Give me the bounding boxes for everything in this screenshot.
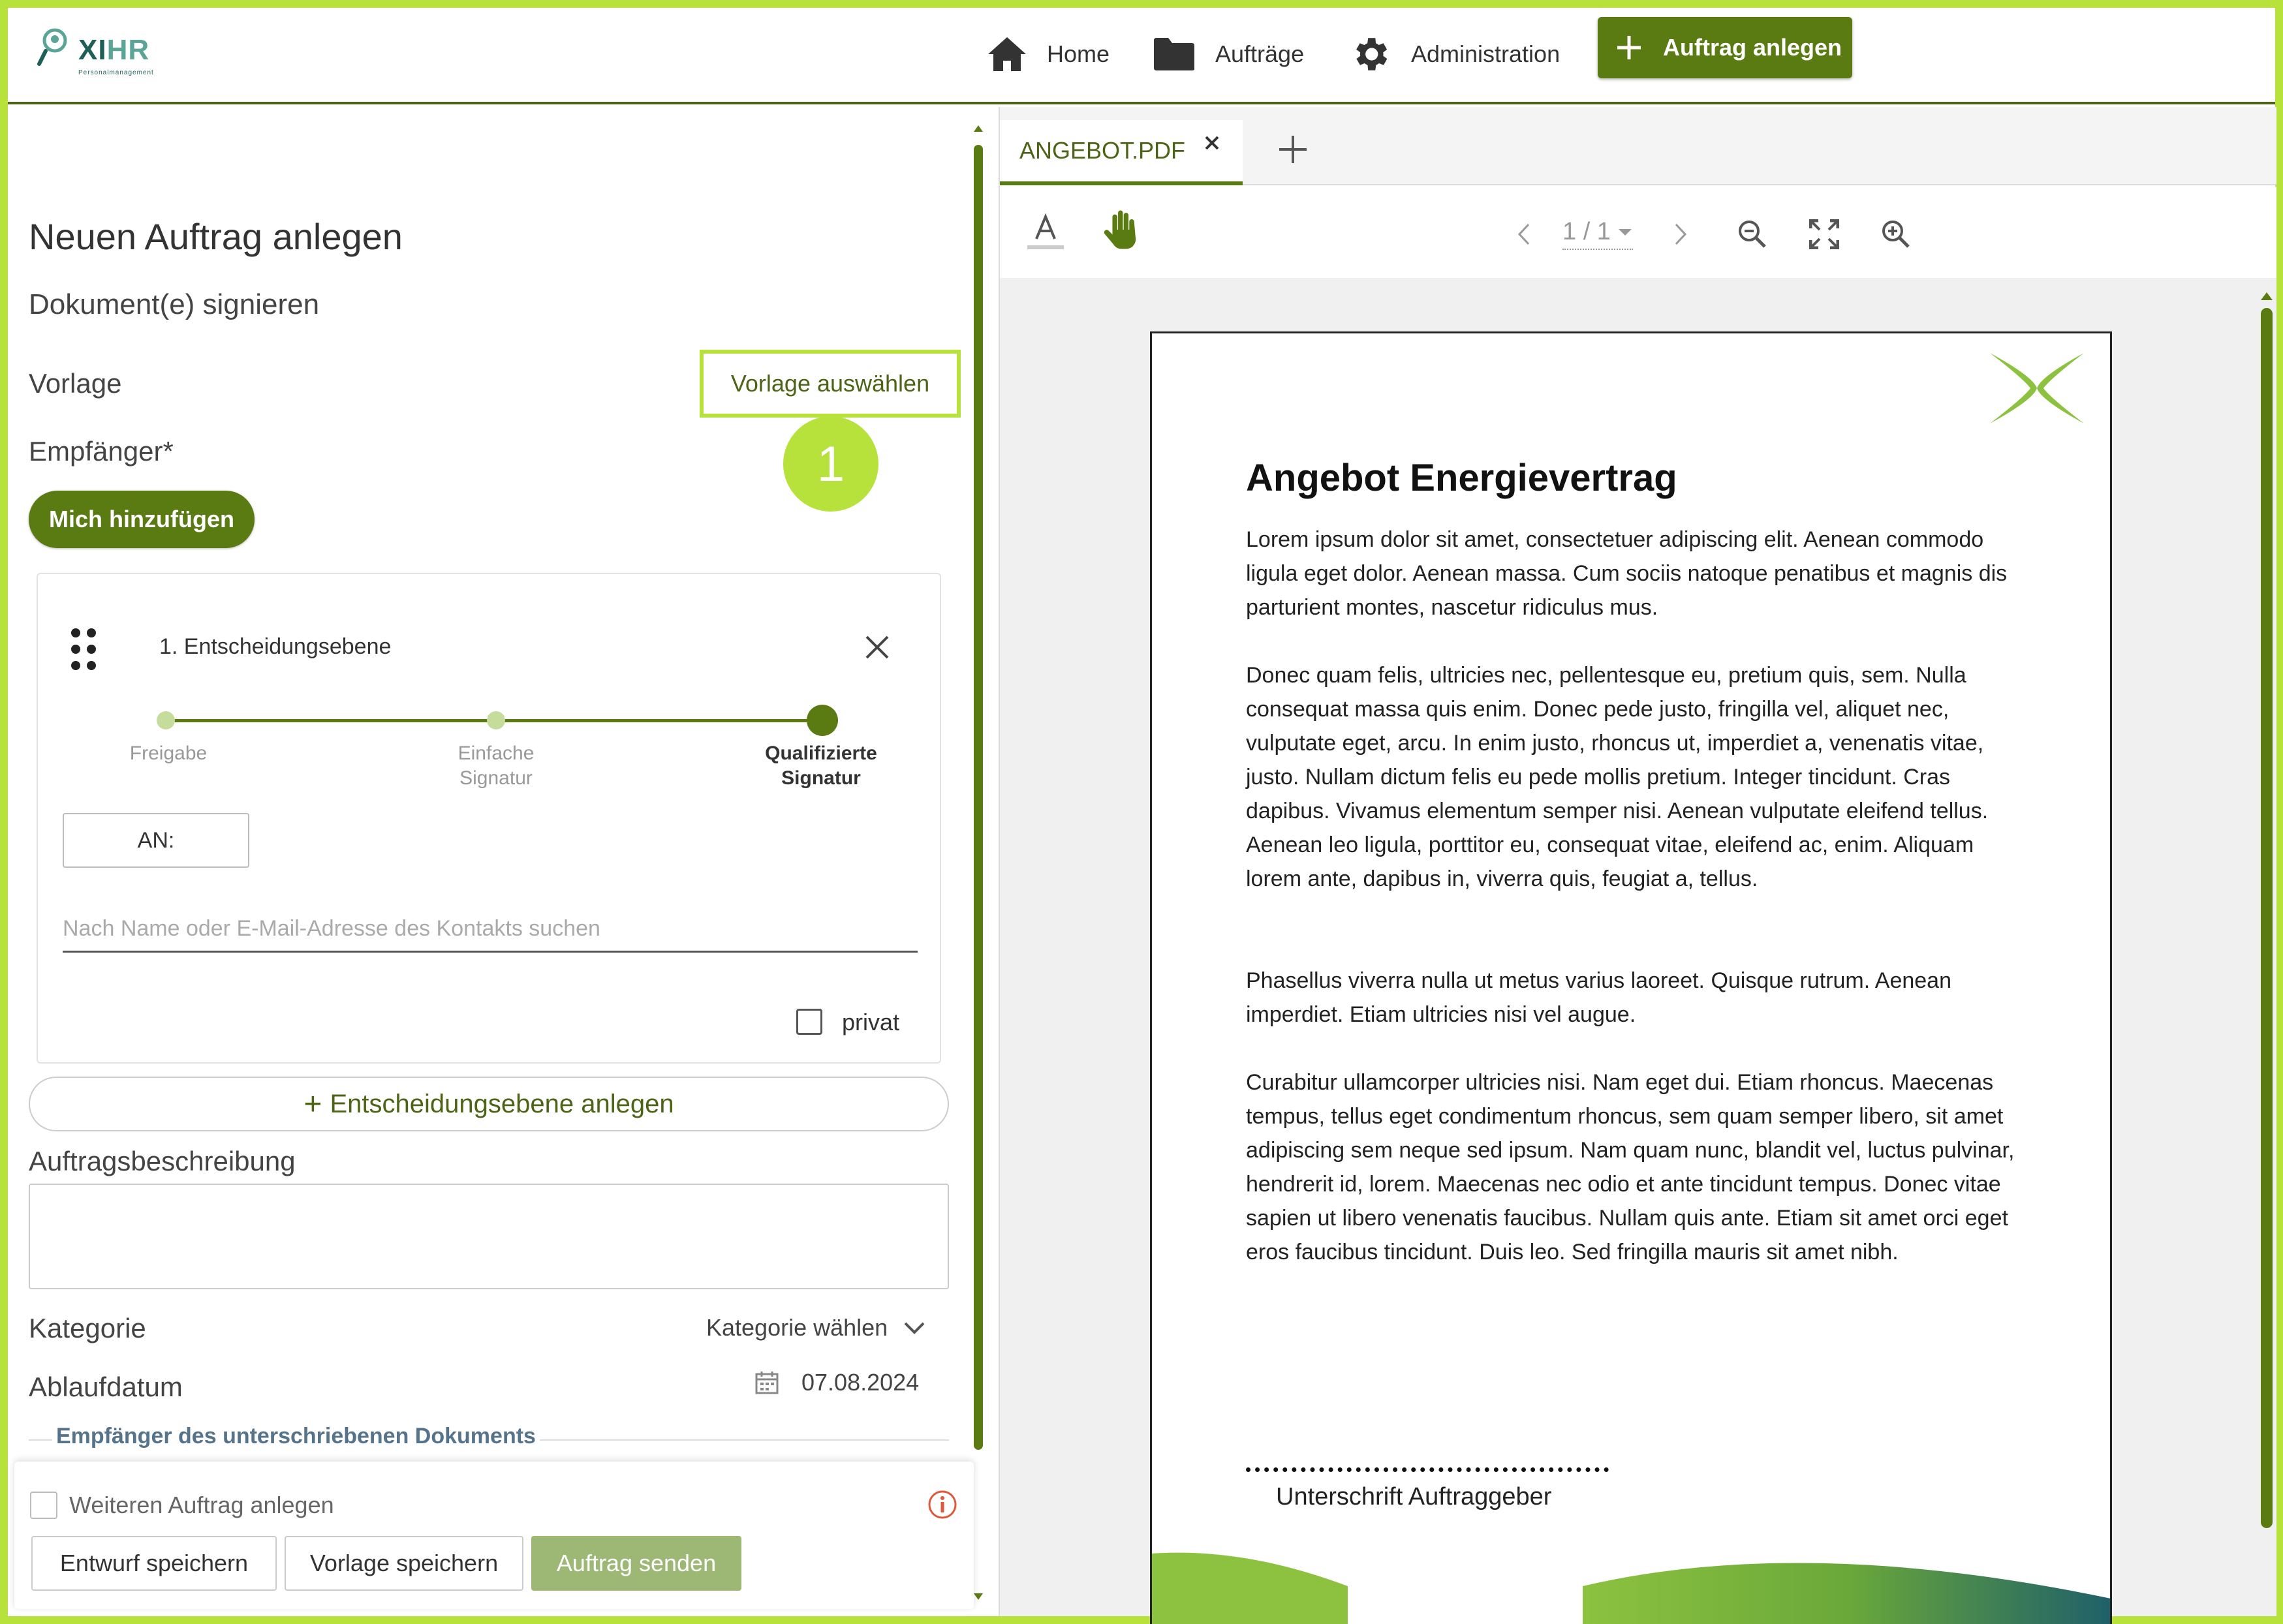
tab-angebot-pdf-label: ANGEBOT.PDF xyxy=(1019,137,1186,164)
zoom-out-icon[interactable] xyxy=(1737,219,1767,249)
page-selector[interactable] xyxy=(1562,218,1633,250)
pdf-canvas-area[interactable] xyxy=(1000,278,2276,1616)
section-title: Dokument(e) signieren xyxy=(29,288,320,320)
chevron-down-icon xyxy=(1617,228,1633,237)
home-icon xyxy=(987,36,1027,72)
form-footer xyxy=(14,1462,974,1609)
nav-orders[interactable] xyxy=(1153,25,1304,84)
pdf-scrollbar[interactable] xyxy=(2261,308,2273,1528)
document-tab-bar xyxy=(1000,107,2276,185)
app-logo[interactable] xyxy=(37,26,167,85)
slider-label-qualifizierte: Qualifizierte Signatur xyxy=(765,743,877,789)
add-tab-icon[interactable] xyxy=(1277,133,1309,166)
add-me-button[interactable]: Mich hinzufügen xyxy=(29,491,255,548)
close-icon[interactable] xyxy=(1202,133,1222,153)
nav-orders-label: Aufträge xyxy=(1215,40,1305,67)
fullscreen-icon[interactable] xyxy=(1809,219,1839,249)
text-select-icon[interactable] xyxy=(1027,213,1064,252)
save-template-button[interactable]: Vorlage speichern xyxy=(285,1536,523,1591)
description-textarea[interactable] xyxy=(29,1184,949,1289)
nav-administration-label: Administration xyxy=(1411,40,1561,67)
gear-icon xyxy=(1348,33,1391,76)
drag-handle-icon[interactable] xyxy=(69,626,98,672)
category-select[interactable] xyxy=(706,1314,925,1341)
document-paragraph: Curabitur ullamcorper ultricies nisi. Nam eget dui. Etiam rhoncus. Maecenas tempus, tellus eget condimentum rhoncus, sem quam semper libero, sit amet adipiscing sem neque sed ipsum. Nam quam nunc, blandit vel, luctus pulvinar, hendrerit id, lorem. Maecenas nec odio et ante tincidunt tempus. Donec vitae sapien ut libero venenatis faucibus. Nullam quis ante. Etiam sit amet orci eget eros faucibus tincidunt. Duis leo. Sed fringilla mauris sit amet nibh. xyxy=(1246,1070,2015,1264)
create-order-label: Auftrag anlegen xyxy=(1663,34,1842,61)
page-indicator: 1 / 1 xyxy=(1562,218,1611,245)
calendar-icon xyxy=(754,1370,779,1395)
signed-recipients-legend: Empfänger des unterschriebenen Dokuments xyxy=(52,1424,540,1449)
logo-person-icon xyxy=(37,26,76,69)
close-icon[interactable] xyxy=(864,634,890,660)
logo-wordmark: XIHR xyxy=(78,34,150,66)
create-order-button[interactable] xyxy=(1598,17,1852,78)
hand-tool-icon[interactable] xyxy=(1102,209,1141,251)
category-label: Kategorie xyxy=(29,1313,146,1343)
expiry-label: Ablaufdatum xyxy=(29,1371,183,1402)
signature-line xyxy=(1246,1467,1609,1472)
slider-step-qualifizierte[interactable] xyxy=(807,705,838,736)
plus-icon: + xyxy=(303,1086,322,1122)
add-decision-level-button[interactable] xyxy=(29,1077,949,1131)
pdf-page xyxy=(1150,331,2112,1624)
slider-label-freigabe: Freigabe xyxy=(129,743,208,764)
nav-home[interactable] xyxy=(987,25,1110,84)
left-scrollbar[interactable] xyxy=(974,145,983,1450)
previous-page-icon[interactable] xyxy=(1517,223,1531,245)
decision-level-card xyxy=(37,573,941,1064)
send-order-button[interactable]: Auftrag senden xyxy=(531,1536,741,1591)
expiry-date-value: 07.08.2024 xyxy=(801,1369,920,1396)
next-page-icon[interactable] xyxy=(1673,223,1688,245)
info-icon[interactable] xyxy=(927,1489,958,1520)
scroll-up-icon[interactable] xyxy=(2260,291,2274,301)
signature-label: Unterschrift Auftraggeber xyxy=(1276,1483,1552,1510)
save-draft-button[interactable]: Entwurf speichern xyxy=(31,1536,277,1591)
another-order-label: Weiteren Auftrag anlegen xyxy=(69,1492,334,1518)
category-select-value: Kategorie wählen xyxy=(706,1314,888,1341)
step-badge: 1 xyxy=(783,416,878,512)
private-checkbox[interactable] xyxy=(796,1009,822,1035)
folder-icon xyxy=(1153,37,1196,72)
template-label: Vorlage xyxy=(29,368,122,399)
document-paragraph: Donec quam felis, ultricies nec, pellentesque eu, pretium quis, sem. Nulla consequat massa quis enim. Donec pede justo, fringilla vel, aliquet nec, vulputate eget, arcu. In enim justo, rhoncus ut, imperdiet a, venenatis vitae, justo. Nullam dictum felis eu pede mollis pretium. Integer tincidunt. Cras dapibus. Vivamus elementum semper nisi. Aenean vulputate eleifend tellus. Aenean leo ligula, porttitor eu, consequat vitae, eleifend ac, enim. Aliquam lorem ante, dapibus in, viverra quis, feugiat a, tellus. xyxy=(1246,663,1989,891)
recipients-label: Empfänger* xyxy=(29,436,174,467)
tab-angebot-pdf[interactable] xyxy=(1000,120,1243,185)
another-order-checkbox[interactable] xyxy=(30,1492,57,1519)
private-label: privat xyxy=(842,1009,900,1035)
pdf-viewer xyxy=(999,107,2275,1616)
top-header xyxy=(8,8,2275,104)
slider-label-einfache: Einfache Signatur xyxy=(458,743,535,789)
expiry-date-picker[interactable] xyxy=(754,1369,919,1396)
document-paragraph: Lorem ipsum dolor sit amet, consectetuer adipiscing elit. Aenean commodo ligula eget dolor. Aenean massa. Cum sociis natoque penatibus et magnis dis parturient montes, nascetur ridiculus mus. xyxy=(1246,527,2008,620)
company-logo-icon xyxy=(1987,350,2087,426)
decision-level-title: 1. Entscheidungsebene xyxy=(159,634,392,659)
pdf-toolbar xyxy=(1000,187,2276,278)
slider-step-einfache[interactable] xyxy=(487,711,505,729)
contact-search-input[interactable] xyxy=(63,907,918,953)
page-title: Neuen Auftrag anlegen xyxy=(29,216,403,257)
chevron-down-icon xyxy=(903,1321,925,1335)
to-field-button[interactable]: AN: xyxy=(63,813,249,868)
logo-subtitle: Personalmanagement xyxy=(78,69,154,76)
select-template-button[interactable]: Vorlage auswählen xyxy=(700,350,961,418)
slider-step-freigabe[interactable] xyxy=(157,711,175,729)
document-paragraph: Phasellus viverra nulla ut metus varius laoreet. Quisque rutrum. Aenean imperdiet. Etiam ultricies nisi vel augue. xyxy=(1246,968,1951,1027)
document-title: Angebot Energievertrag xyxy=(1246,457,1677,499)
scroll-down-icon[interactable] xyxy=(972,1592,984,1601)
plus-icon xyxy=(1615,33,1643,62)
zoom-in-icon[interactable] xyxy=(1881,219,1911,249)
add-decision-level-label: Entscheidungsebene anlegen xyxy=(330,1089,674,1118)
nav-administration[interactable] xyxy=(1348,25,1560,84)
footer-wave-decoration xyxy=(1152,1547,2112,1624)
scroll-up-icon[interactable] xyxy=(972,124,984,133)
description-label: Auftragsbeschreibung xyxy=(29,1146,296,1176)
nav-home-label: Home xyxy=(1047,40,1110,67)
